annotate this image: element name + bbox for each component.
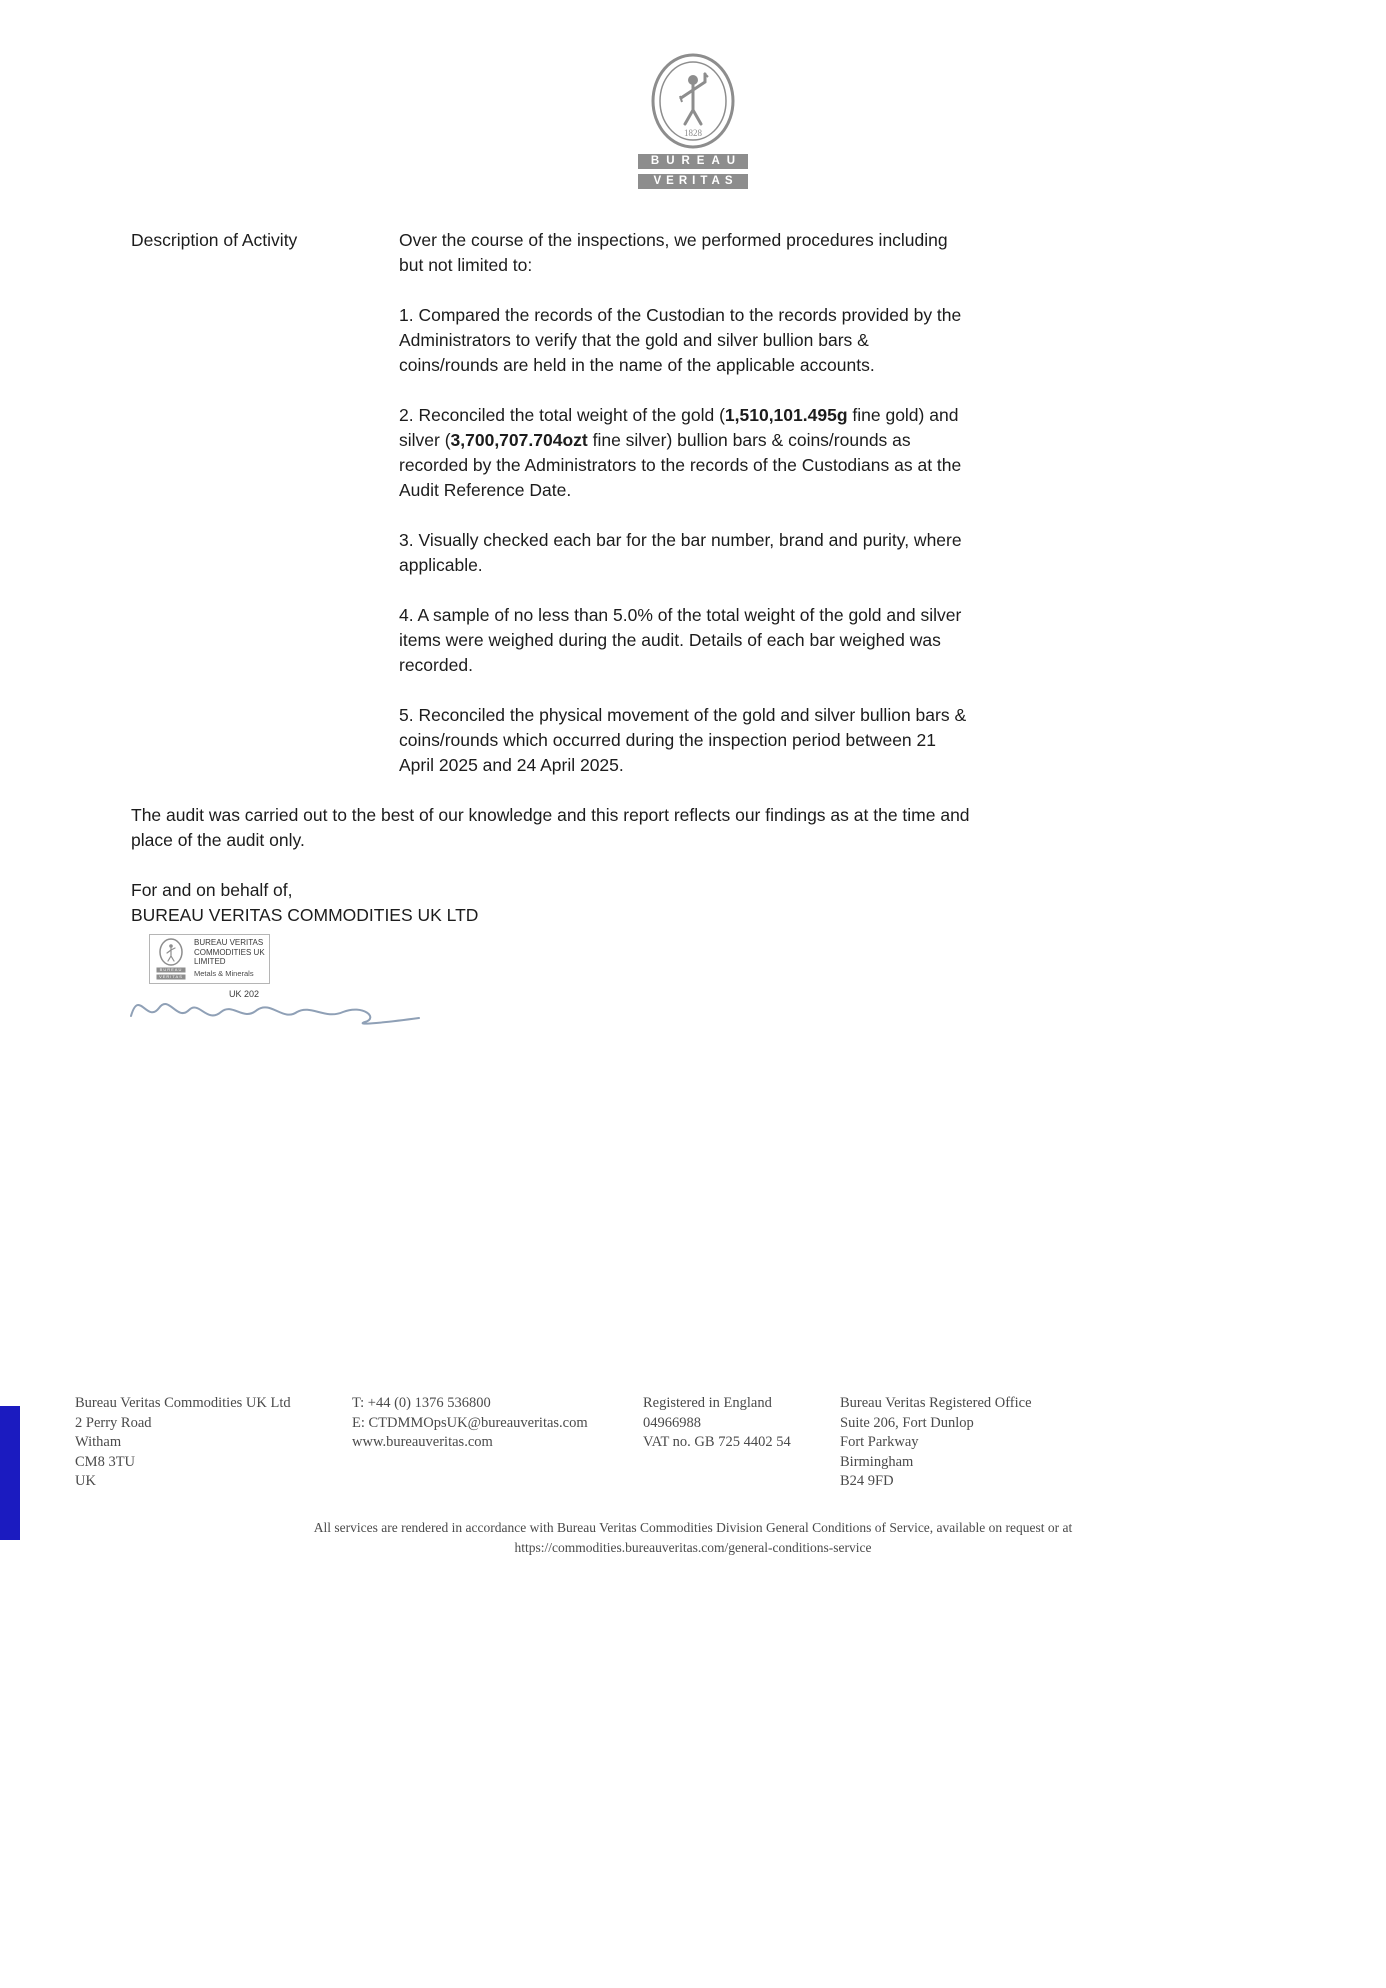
footer-office-line: Bureau Veritas Registered Office bbox=[840, 1395, 1032, 1411]
conditions-line-1: All services are rendered in accordance with Bureau Veritas Commodities Division General Conditions of Service, available on request or at bbox=[313, 1520, 1073, 1535]
stamp-signature-area bbox=[149, 934, 479, 1039]
activity-item-3: 3. Visually checked each bar for the bar number, brand and purity, where applicable. bbox=[399, 530, 962, 575]
bv-logo bbox=[0, 52, 1386, 190]
activity-item-2 bbox=[399, 403, 971, 503]
signoff-line: For and on behalf of, bbox=[131, 880, 293, 900]
item2-text-2: fine gold) and silver ( bbox=[399, 405, 959, 450]
closing-paragraph: The audit was carried out to the best of our knowledge and this report reflects our findings as at the time and place of the audit only. bbox=[131, 805, 970, 850]
logo-word-veritas: VERITAS bbox=[637, 173, 749, 190]
footer-office-line: B24 9FD bbox=[840, 1473, 894, 1489]
footer-phone: T: +44 (0) 1376 536800 bbox=[352, 1395, 491, 1411]
footer-address-line: CM8 3TU bbox=[75, 1453, 136, 1470]
activity-item-4: 4. A sample of no less than 5.0% of the total weight of the gold and silver items were weighed during the audit. Details of each bar weighed was recorded. bbox=[399, 605, 962, 675]
stamp-line-1: BUREAU VERITAS bbox=[194, 938, 264, 947]
main-content bbox=[131, 228, 976, 1039]
footer-office-line: Birmingham bbox=[840, 1453, 914, 1470]
stamp-line-2: COMMODITIES UK bbox=[194, 947, 265, 957]
footer-contact bbox=[352, 1394, 588, 1453]
item2-text-3: fine silver) bullion bars & coins/rounds as recorded by the Administrators to the records of the Custodians as at the Audit Reference Date. bbox=[399, 430, 962, 500]
stamp-text bbox=[194, 938, 265, 978]
footer-office-line: Suite 206, Fort Dunlop bbox=[840, 1414, 974, 1431]
signoff-block bbox=[131, 878, 971, 928]
footer-address-line: 2 Perry Road bbox=[75, 1414, 152, 1431]
stamp-mini-word-veritas: VERITAS bbox=[156, 974, 186, 980]
company-stamp bbox=[149, 934, 270, 984]
footer-company-number: 04966988 bbox=[643, 1414, 701, 1431]
blue-accent-bar bbox=[0, 1406, 20, 1540]
emblem-year: 1828 bbox=[684, 128, 702, 138]
stamp-line-3: LIMITED bbox=[194, 957, 226, 966]
footer-address-line: Witham bbox=[75, 1434, 122, 1450]
footer-registration-line: Registered in England bbox=[643, 1395, 772, 1411]
footer-address bbox=[75, 1394, 291, 1492]
conditions-url: https://commodities.bureauveritas.com/general-conditions-service bbox=[514, 1540, 872, 1555]
section-label: Description of Activity bbox=[131, 230, 298, 250]
footer-email: E: CTDMMOpsUK@bureauveritas.com bbox=[352, 1414, 588, 1431]
footer-address-line: Bureau Veritas Commodities UK Ltd bbox=[75, 1395, 291, 1411]
activity-item-5: 5. Reconciled the physical movement of the gold and silver bullion bars & coins/rounds which occurred during the inspection period between 21 April 2025 and 24 April 2025. bbox=[399, 705, 967, 775]
gold-weight-value: 1,510,101.495g bbox=[724, 405, 848, 425]
silver-weight-value: 3,700,707.704ozt bbox=[450, 430, 588, 450]
activity-item-1: 1. Compared the records of the Custodian to the records provided by the Administrators to verify that the gold and silver bullion bars & coins/rounds are held in the name of the applicable accounts. bbox=[399, 305, 962, 375]
footer-vat-number: VAT no. GB 725 4402 54 bbox=[643, 1434, 791, 1450]
bv-emblem-icon bbox=[647, 52, 739, 150]
footer-registration bbox=[643, 1394, 791, 1453]
footer-registered-office bbox=[840, 1394, 1032, 1492]
item2-text-1: 2. Reconciled the total weight of the gold ( bbox=[399, 405, 725, 425]
company-name: BUREAU VERITAS COMMODITIES UK LTD bbox=[131, 905, 479, 925]
signature-icon bbox=[127, 982, 427, 1028]
stamp-code: UK 202 bbox=[229, 989, 260, 999]
footer-address-line: UK bbox=[75, 1473, 96, 1489]
stamp-mini-word-bureau: BUREAU bbox=[156, 967, 186, 973]
stamp-division: Metals & Minerals bbox=[194, 968, 254, 978]
conditions-note bbox=[0, 1518, 1386, 1558]
footer-website: www.bureauveritas.com bbox=[352, 1434, 493, 1450]
activity-intro: Over the course of the inspections, we performed procedures including but not limited to: bbox=[399, 230, 948, 275]
footer-office-line: Fort Parkway bbox=[840, 1434, 919, 1450]
logo-word-bureau: BUREAU bbox=[637, 153, 749, 170]
stamp-mini-logo-icon bbox=[154, 938, 188, 980]
